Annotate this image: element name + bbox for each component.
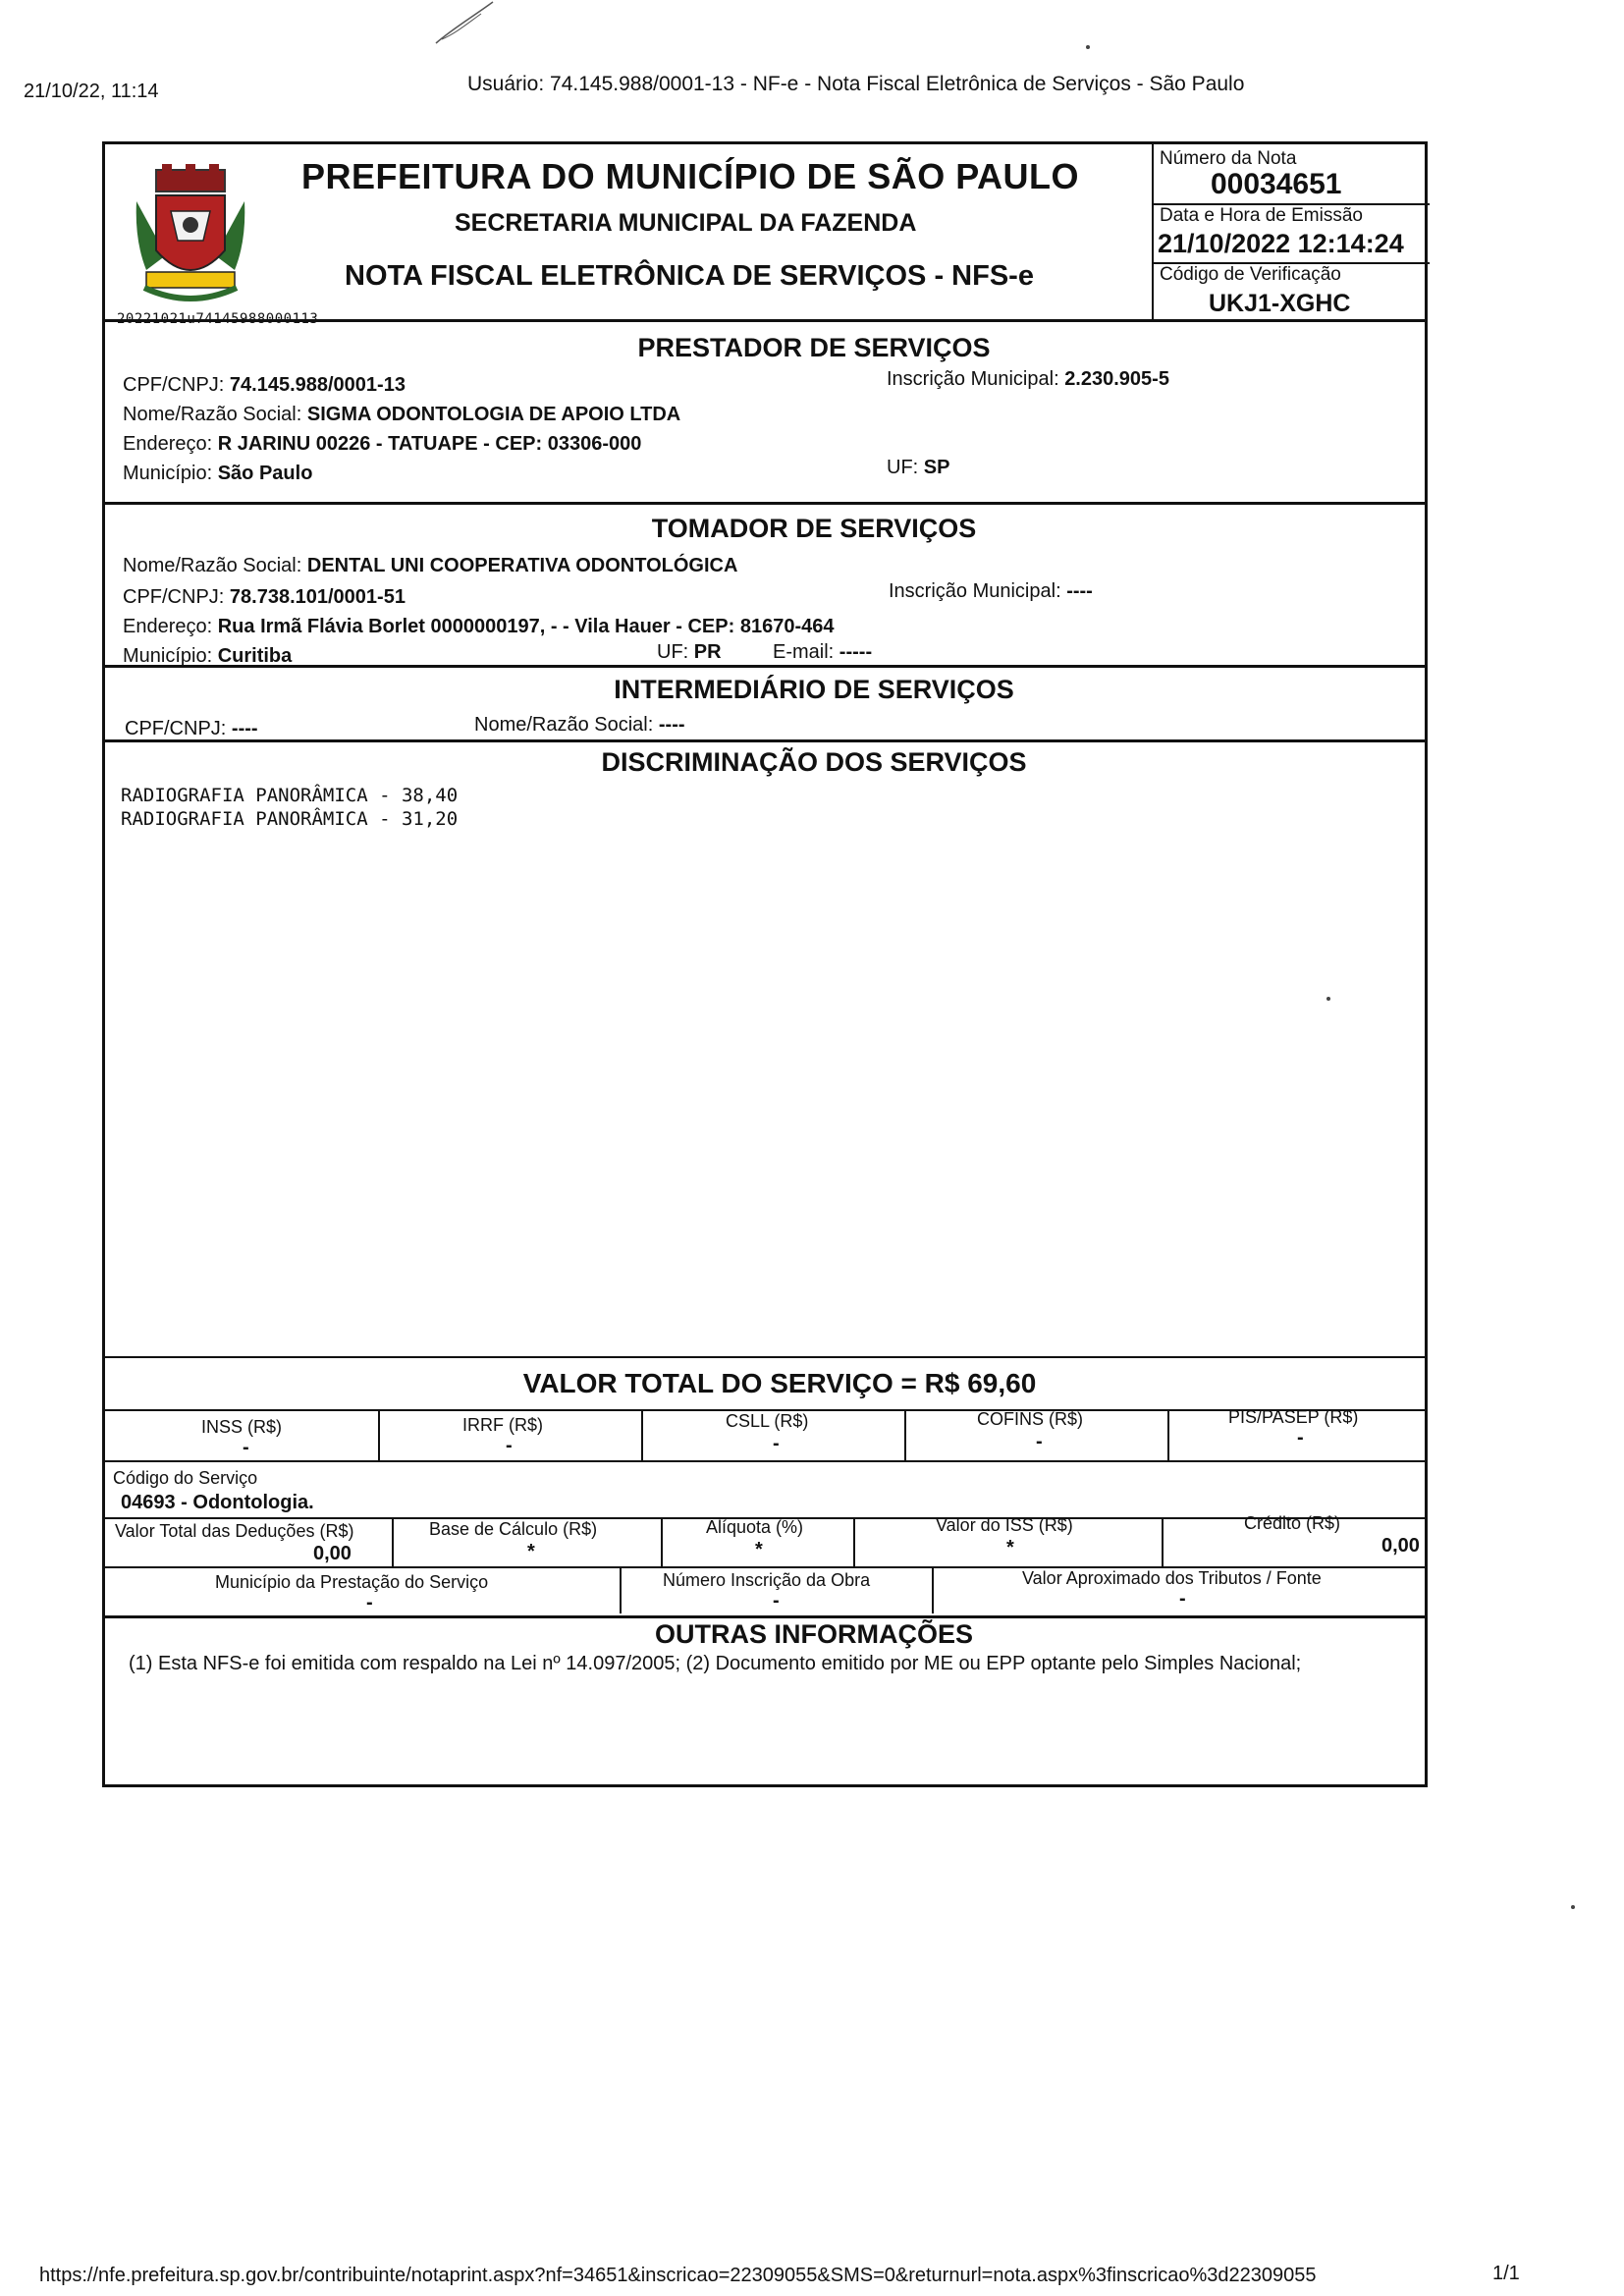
prestador-inscricao: Inscrição Municipal: 2.230.905-5 (887, 368, 1169, 390)
csll-label: CSLL (R$) (726, 1411, 809, 1431)
municipio-prestacao-value: - (366, 1592, 373, 1613)
deducoes-value: 0,00 (313, 1543, 352, 1564)
document-type-title: NOTA FISCAL ELETRÔNICA DE SERVIÇOS - NFS-e (345, 260, 1034, 292)
municipio-prestacao-label: Município da Prestação do Serviço (215, 1572, 489, 1592)
tomador-title: TOMADOR DE SERVIÇOS (651, 514, 977, 543)
scan-speck (1571, 1905, 1575, 1909)
cell-divider (853, 1517, 855, 1566)
prestador-endereco: Endereço: R JARINU 00226 - TATUAPE - CEP: 03306-000 (123, 433, 642, 455)
tomador-nome: Nome/Razão Social: DENTAL UNI COOPERATIVA ODONTOLÓGICA (123, 555, 738, 576)
print-user-line: Usuário: 74.145.988/0001-13 - NF-e - Nota Fiscal Eletrônica de Serviços - São Paulo (467, 73, 1245, 95)
section-divider (105, 1615, 1425, 1618)
numero-value: 00034651 (1211, 168, 1342, 200)
inscricao-obra-value: - (773, 1590, 780, 1612)
emissao-value: 21/10/2022 12:14:24 (1158, 229, 1404, 258)
inss-label: INSS (R$) (201, 1417, 283, 1437)
outras-title: OUTRAS INFORMAÇÕES (655, 1619, 973, 1649)
section-divider (105, 739, 1425, 742)
cell-divider (932, 1566, 934, 1613)
section-divider (105, 1356, 1425, 1358)
cofins-value: - (1036, 1431, 1043, 1452)
valor-iss-label: Valor do ISS (R$) (936, 1515, 1073, 1535)
service-line-1: RADIOGRAFIA PANORÂMICA - 38,40 (121, 785, 459, 806)
codigo-servico-label: Código do Serviço (113, 1468, 258, 1488)
cell-divider (661, 1517, 663, 1566)
cofins-label: COFINS (R$) (977, 1409, 1083, 1429)
cell-divider (1167, 1409, 1169, 1460)
csll-value: - (773, 1433, 780, 1454)
credito-value: 0,00 (1381, 1535, 1420, 1557)
outras-text: (1) Esta NFS-e foi emitida com respaldo na Lei nº 14.097/2005; (2) Documento emitido por ME ou EPP optante pelo Simples Nacional; (129, 1653, 1302, 1674)
pis-value: - (1297, 1427, 1304, 1449)
nfse-document (102, 141, 1428, 1787)
tomador-uf: UF: PR (657, 641, 722, 663)
cell-divider (904, 1409, 906, 1460)
numero-label: Número da Nota (1160, 148, 1297, 169)
barcode-text: 20221021u74145988000113 (117, 311, 319, 327)
prestador-nome: Nome/Razão Social: SIGMA ODONTOLOGIA DE APOIO LTDA (123, 404, 681, 425)
section-divider (105, 502, 1425, 505)
print-page-number: 1/1 (1492, 2263, 1520, 2284)
intermediario-cnpj: CPF/CNPJ: ---- (125, 718, 258, 739)
cell-divider (641, 1409, 643, 1460)
aliquota-label: Alíquota (%) (706, 1517, 804, 1537)
valor-total: VALOR TOTAL DO SERVIÇO = R$ 69,60 (522, 1368, 1037, 1398)
tomador-endereco: Endereço: Rua Irmã Flávia Borlet 0000000197, - - Vila Hauer - CEP: 81670-464 (123, 616, 835, 637)
irrf-value: - (506, 1435, 513, 1456)
print-datetime: 21/10/22, 11:14 (24, 81, 159, 102)
irrf-label: IRRF (R$) (462, 1415, 543, 1435)
intermediario-title: INTERMEDIÁRIO DE SERVIÇOS (614, 675, 1014, 704)
document-title: PREFEITURA DO MUNICÍPIO DE SÃO PAULO (301, 156, 1080, 196)
verificacao-label: Código de Verificação (1160, 264, 1341, 285)
service-line-2: RADIOGRAFIA PANORÂMICA - 31,20 (121, 808, 459, 830)
prestador-municipio: Município: São Paulo (123, 463, 313, 484)
note-number-box (1152, 144, 1430, 319)
prestador-title: PRESTADOR DE SERVIÇOS (637, 333, 991, 362)
section-divider (105, 319, 1425, 322)
scan-speck (1086, 45, 1090, 49)
scan-speck (1326, 997, 1330, 1001)
cell-divider (620, 1566, 622, 1613)
prestador-cnpj: CPF/CNPJ: 74.145.988/0001-13 (123, 374, 406, 396)
section-divider (105, 665, 1425, 668)
print-footer-url: https://nfe.prefeitura.sp.gov.br/contribuinte/notaprint.aspx?nf=34651&inscricao=22309055&SMS=0&returnurl=nota.aspx%3finscricao%3d22309055 (39, 2265, 1317, 2286)
credito-label: Crédito (R$) (1244, 1513, 1341, 1533)
base-calculo-label: Base de Cálculo (R$) (429, 1519, 598, 1539)
tomador-email: E-mail: ----- (773, 641, 873, 663)
cell-divider (1162, 1517, 1164, 1566)
codigo-servico-value: 04693 - Odontologia. (121, 1492, 314, 1513)
tomador-inscricao: Inscrição Municipal: ---- (889, 580, 1093, 602)
discriminacao-title: DISCRIMINAÇÃO DOS SERVIÇOS (601, 747, 1027, 777)
cell-divider (392, 1517, 394, 1566)
base-calculo-value: * (527, 1541, 535, 1562)
cell-divider (378, 1409, 380, 1460)
verificacao-value: UKJ1-XGHC (1209, 290, 1351, 317)
valor-iss-value: * (1006, 1537, 1014, 1558)
section-divider (105, 1460, 1425, 1462)
tributos-value: - (1179, 1588, 1186, 1610)
tomador-municipio: Município: Curitiba (123, 645, 293, 667)
deducoes-label: Valor Total das Deduções (R$) (115, 1521, 354, 1541)
pis-label: PIS/PASEP (R$) (1228, 1407, 1359, 1427)
pen-mark-decoration (432, 0, 511, 49)
tributos-label: Valor Aproximado dos Tributos / Fonte (1022, 1568, 1322, 1588)
document-subtitle: SECRETARIA MUNICIPAL DA FAZENDA (455, 209, 917, 237)
inscricao-obra-label: Número Inscrição da Obra (663, 1570, 871, 1590)
sao-paulo-coat-of-arms-icon (127, 162, 254, 309)
emissao-label: Data e Hora de Emissão (1160, 205, 1363, 226)
tomador-cnpj: CPF/CNPJ: 78.738.101/0001-51 (123, 586, 406, 608)
prestador-uf: UF: SP (887, 457, 950, 478)
intermediario-nome: Nome/Razão Social: ---- (474, 714, 685, 736)
aliquota-value: * (755, 1539, 763, 1560)
inss-value: - (243, 1437, 249, 1458)
